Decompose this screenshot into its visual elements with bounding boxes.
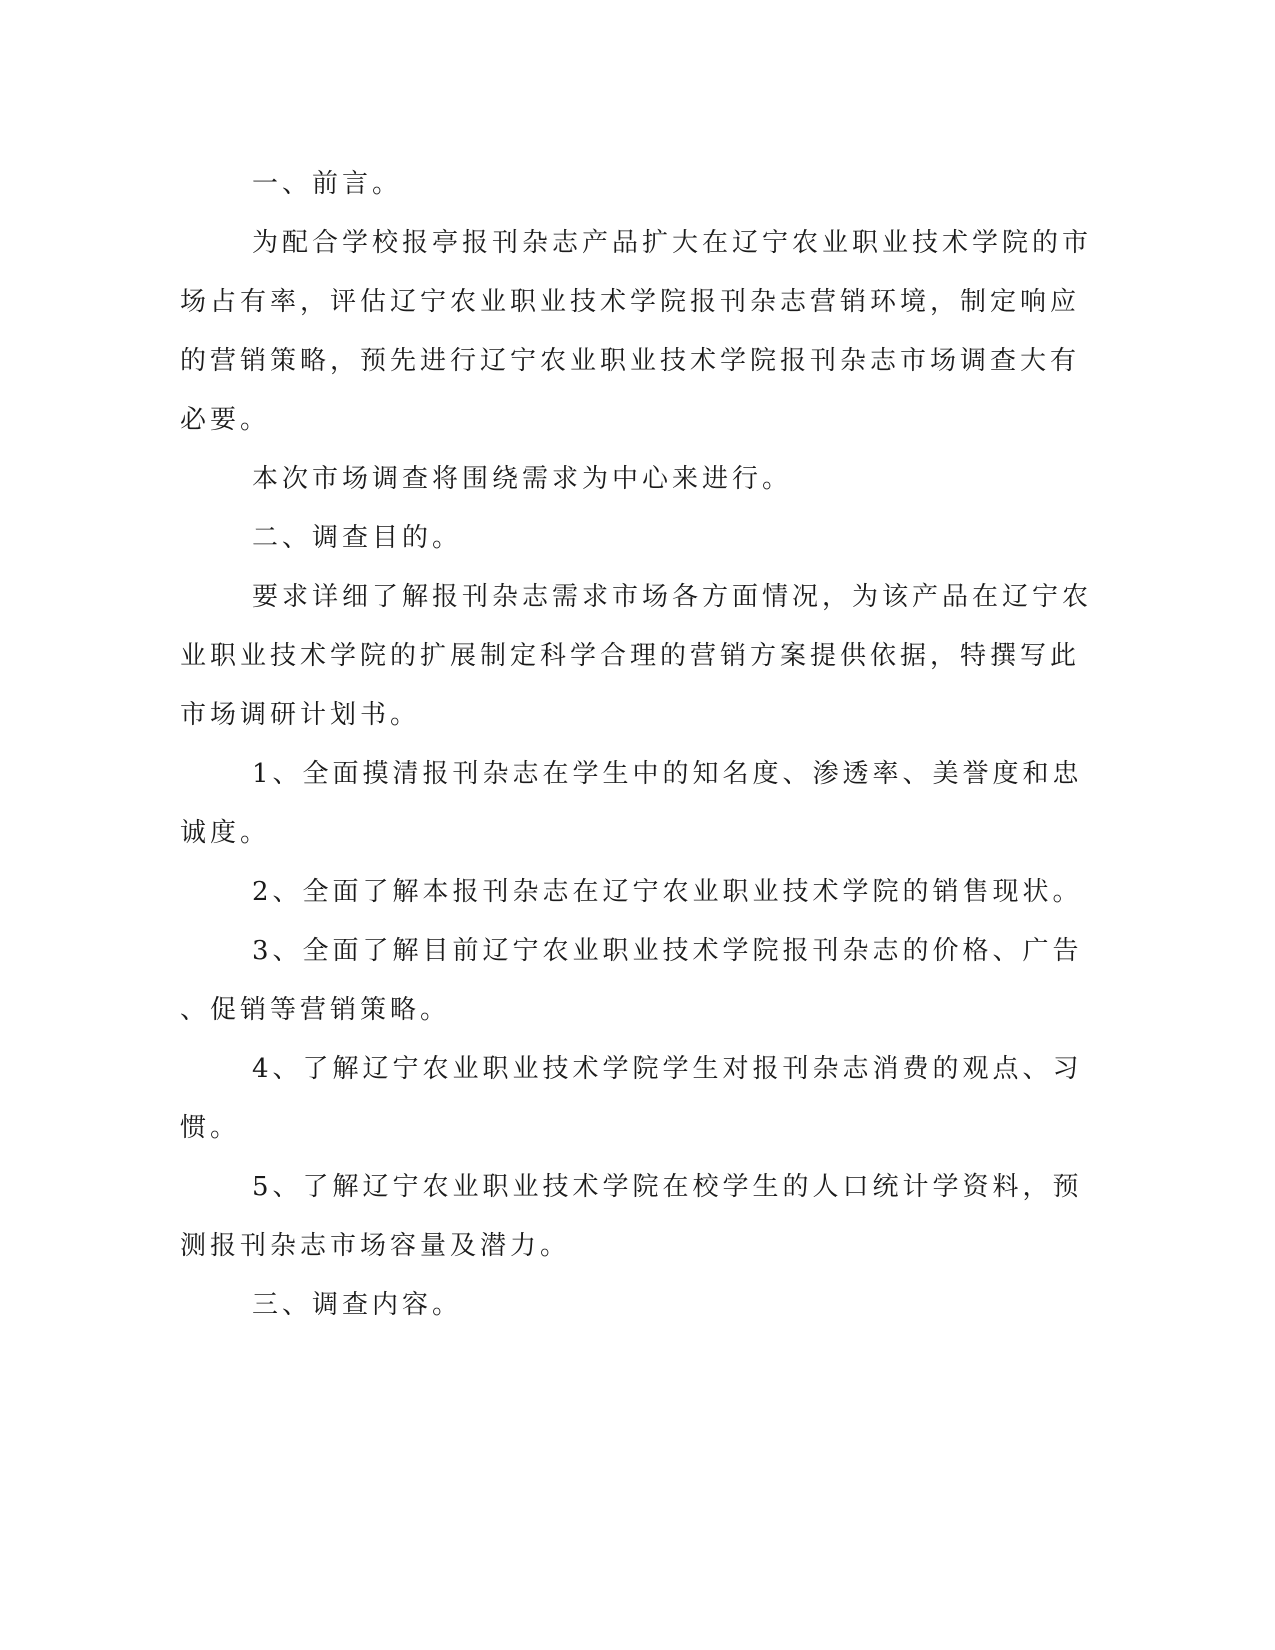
list-item-line: 诚度。 [180,818,271,848]
section-heading-preface: 一、前言。 [252,169,403,199]
section-heading-purpose: 二、调查目的。 [252,523,463,553]
paragraph-line: 要求详细了解报刊杂志需求市场各方面情况，为该产品在辽宁农 [252,582,1093,612]
list-item-line: 2、全面了解本报刊杂志在辽宁农业职业技术学院的销售现状。 [252,877,1083,907]
paragraph-line: 场占有率，评估辽宁农业职业技术学院报刊杂志营销环境，制定响应 [180,287,1081,317]
section-heading-content: 三、调查内容。 [252,1290,463,1320]
list-item-line: 4、了解辽宁农业职业技术学院学生对报刊杂志消费的观点、习 [252,1054,1083,1084]
paragraph-line: 业职业技术学院的扩展制定科学合理的营销方案提供依据，特撰写此 [180,641,1081,671]
list-item-line: 测报刊杂志市场容量及潜力。 [180,1231,571,1261]
paragraph-line: 本次市场调查将围绕需求为中心来进行。 [252,464,793,494]
paragraph-line: 的营销策略，预先进行辽宁农业职业技术学院报刊杂志市场调查大有 [180,346,1081,376]
paragraph-line: 市场调研计划书。 [180,700,421,730]
list-item-line: 5、了解辽宁农业职业技术学院在校学生的人口统计学资料，预 [252,1172,1083,1202]
paragraph-line: 为配合学校报亭报刊杂志产品扩大在辽宁农业职业技术学院的市 [252,228,1093,258]
list-item-line: 、促销等营销策略。 [180,995,451,1025]
list-item-line: 3、全面了解目前辽宁农业职业技术学院报刊杂志的价格、广告 [252,936,1083,966]
list-item-line: 惯。 [180,1113,241,1143]
list-item-line: 1、全面摸清报刊杂志在学生中的知名度、渗透率、美誉度和忠 [252,759,1083,789]
paragraph-line: 必要。 [180,405,271,435]
